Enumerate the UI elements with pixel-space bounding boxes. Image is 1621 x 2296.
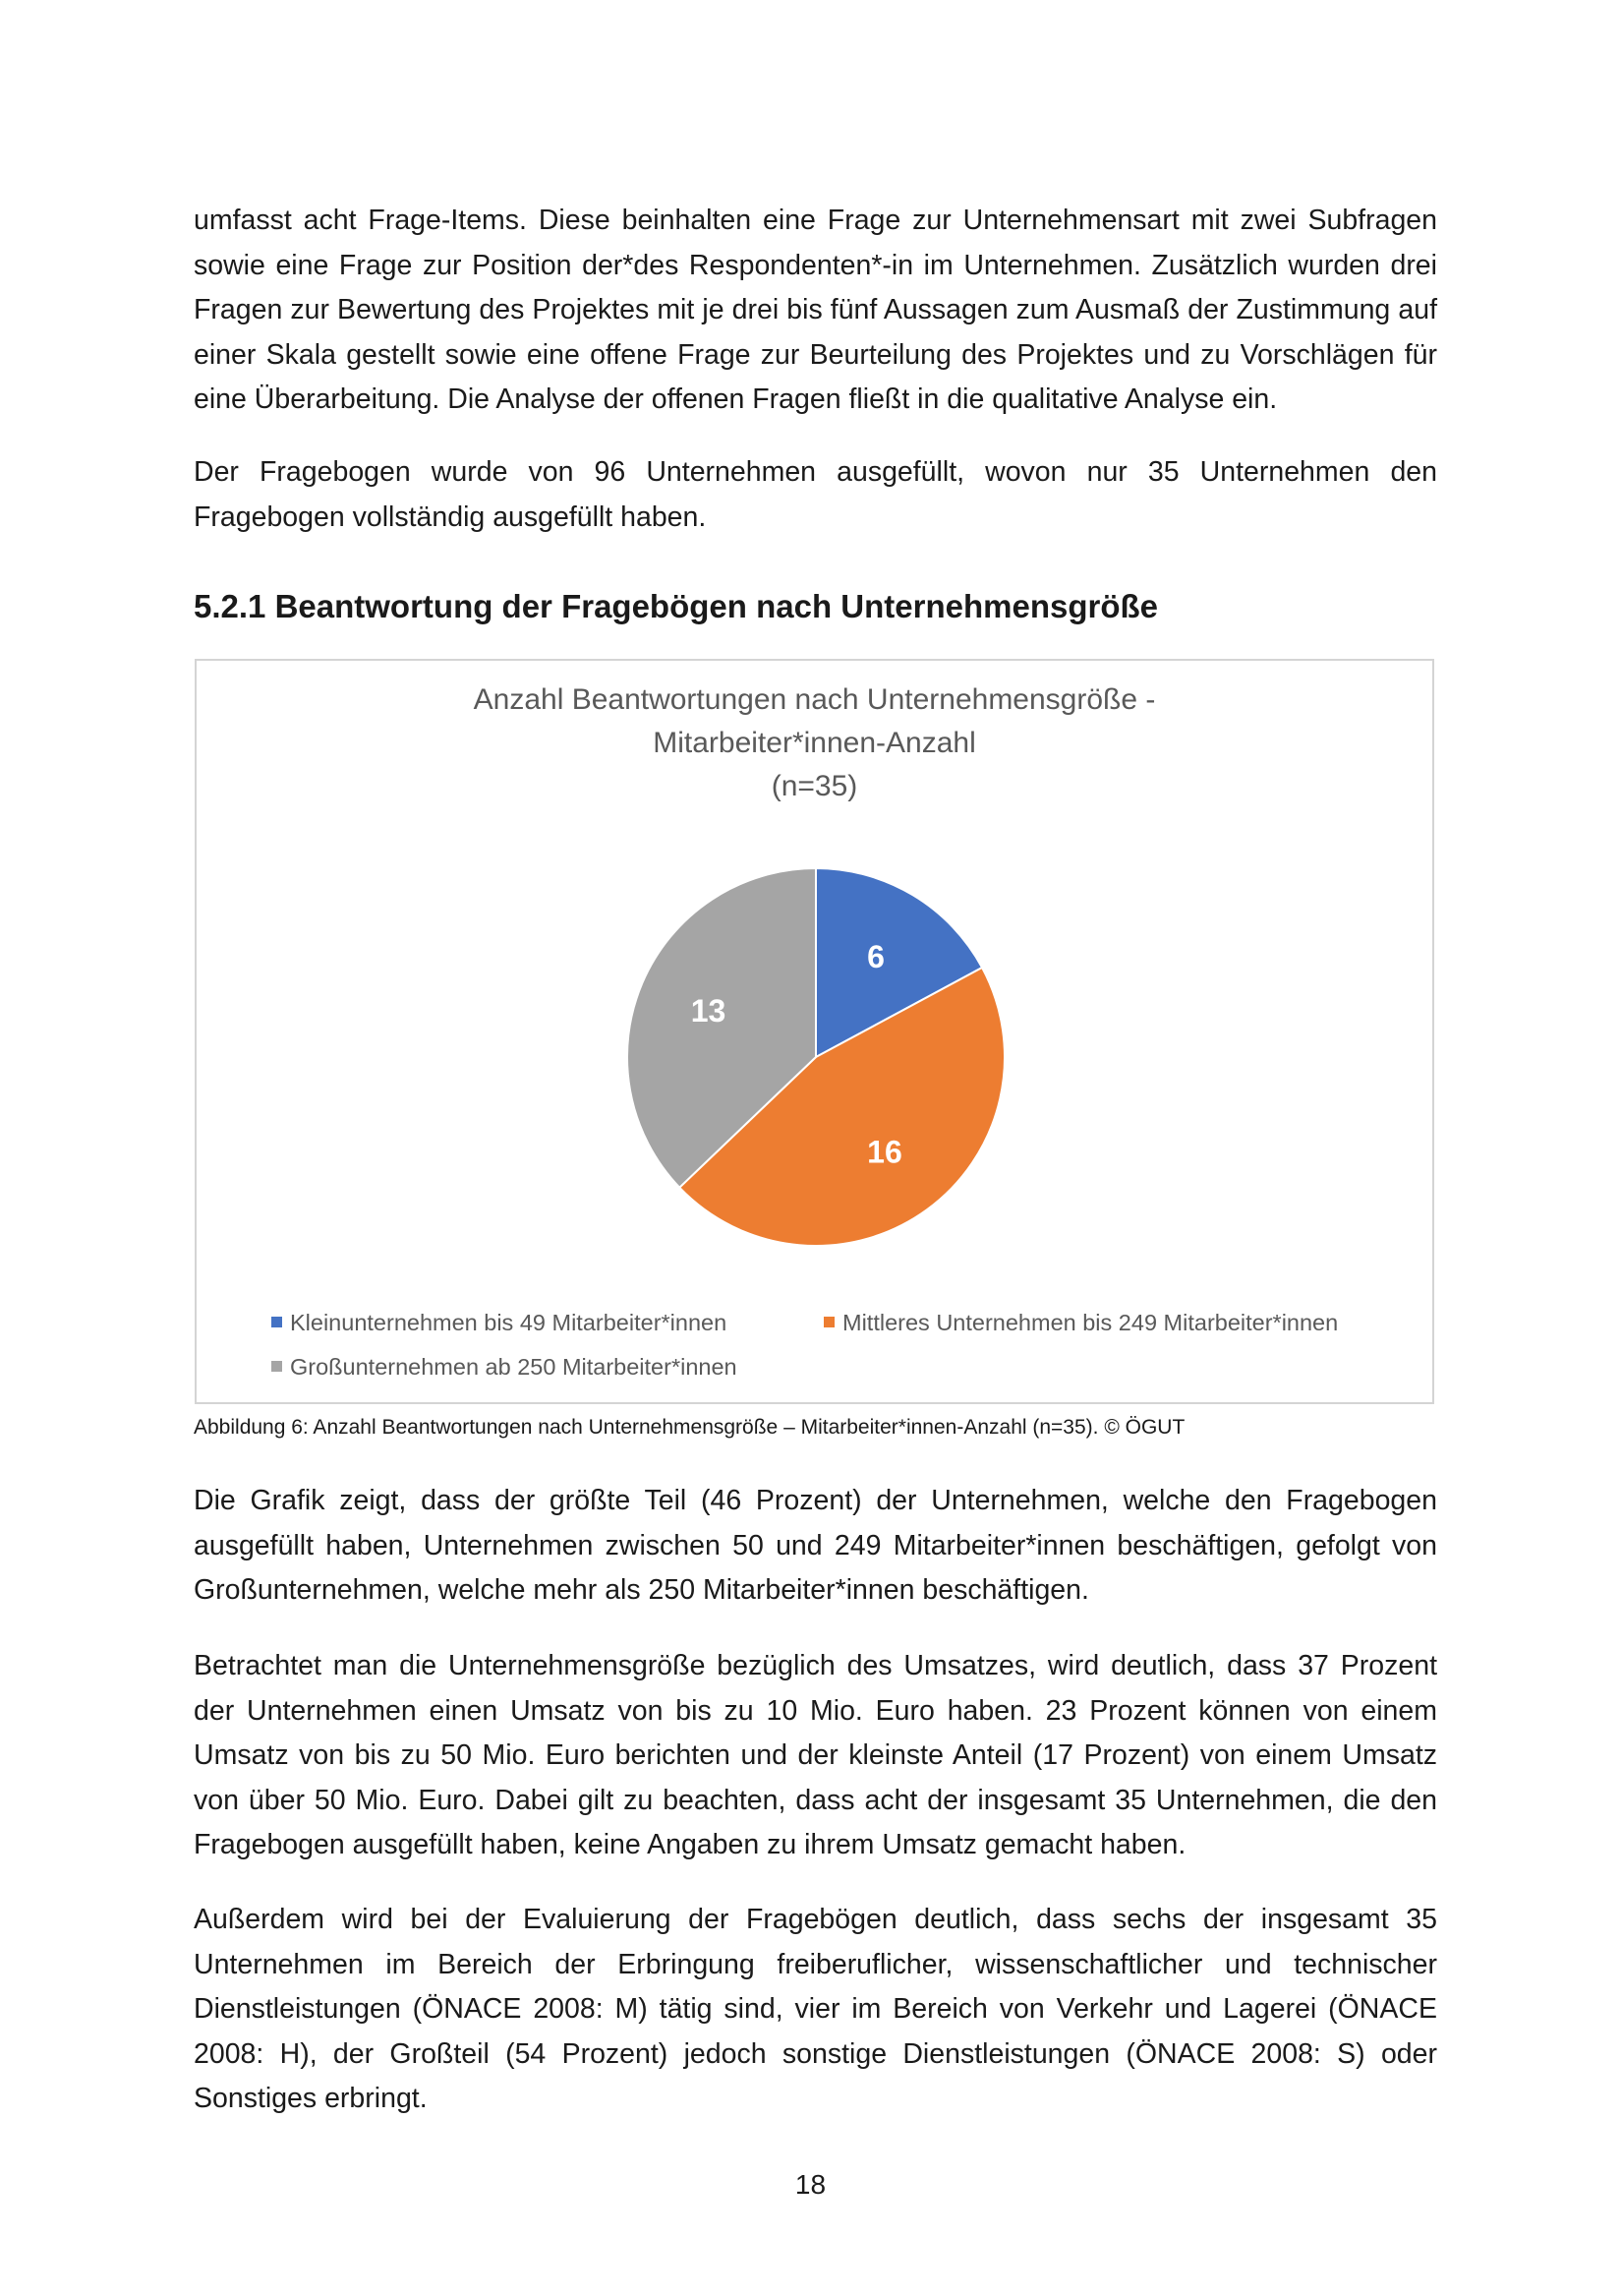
- pie-label-medium: 16: [867, 1134, 902, 1170]
- chart-title-line-2: Mitarbeiter*innen-Anzahl: [653, 727, 976, 759]
- graphic-paragraph: Die Grafik zeigt, dass der größte Teil (46 Prozent) der Unternehmen, welche den Fragebogen ausgefüllt haben, Unternehmen zwischen 50 und 249 Mitarbeiter*innen beschäftigen, gefolgt von Großunternehmen, welche mehr als 250 Mitarbeiter*innen beschäftigen.: [194, 1485, 1437, 1606]
- legend-label-medium: Mittleres Unternehmen bis 249 Mitarbeiter*innen: [842, 1310, 1339, 1335]
- legend-label-large: Großunternehmen ab 250 Mitarbeiter*innen: [290, 1354, 737, 1380]
- chart-title-line-3: (n=35): [771, 770, 858, 802]
- pie-chart: [197, 661, 1432, 1402]
- legend-item-large: [271, 1354, 737, 1381]
- legend-item-small: [271, 1310, 726, 1336]
- sector-paragraph: Außerdem wird bei der Evaluierung der Fragebögen deutlich, dass sechs der insgesamt 35 Unternehmen im Bereich der Erbringung freiberuflicher, wissenschaftlicher und technischer Dienstleistungen (ÖNACE 2008: M) tätig sind, vier im Bereich von Verkehr und Lagerei (ÖNACE 2008: H), der Großteil (54 Prozent) jedoch sonstige Dienstleistungen (ÖNACE 2008: S) oder Sonstiges erbringt.: [194, 1904, 1437, 2114]
- intro-paragraph: umfasst acht Frage-Items. Diese beinhalten eine Frage zur Unternehmensart mit zwei Subfragen sowie eine Frage zur Position der*des Respondenten*-in im Unternehmen. Zusätzlich wurden drei Fragen zur Bewertung des Projektes mit je drei bis fünf Aussagen zum Ausmaß der Zustimmung auf einer Skala gestellt sowie eine offene Frage zur Beurteilung des Projektes und zu Vorschlägen für eine Überarbeitung. Die Analyse der offenen Fragen fließt in die qualitative Analyse ein.: [194, 205, 1437, 415]
- legend-swatch-medium: [824, 1317, 835, 1327]
- figure-caption: Abbildung 6: Anzahl Beantwortungen nach Unternehmensgröße – Mitarbeiter*innen-Anzahl (n=35). © ÖGUT: [194, 1416, 1186, 1439]
- legend-label-small: Kleinunternehmen bis 49 Mitarbeiter*innen: [290, 1310, 727, 1335]
- legend-swatch-large: [271, 1361, 282, 1372]
- section-heading: 5.2.1 Beantwortung der Fragebögen nach Unternehmensgröße: [194, 588, 1158, 624]
- chart-figure: [195, 659, 1434, 1404]
- count-paragraph: Der Fragebogen wurde von 96 Unternehmen ausgefüllt, wovon nur 35 Unternehmen den Fragebogen vollständig ausgefüllt haben.: [194, 456, 1437, 533]
- legend-item-medium: [824, 1310, 1338, 1336]
- pie-label-large: 13: [690, 993, 726, 1030]
- pie-label-small: 6: [867, 938, 885, 974]
- legend-swatch-small: [271, 1317, 282, 1327]
- revenue-paragraph: Betrachtet man die Unternehmensgröße bezüglich des Umsatzes, wird deutlich, dass 37 Prozent der Unternehmen einen Umsatz von bis zu 10 Mio. Euro haben. 23 Prozent können von einem Umsatz von bis zu 50 Mio. Euro berichten und der kleinste Anteil (17 Prozent) von einem Umsatz von über 50 Mio. Euro. Dabei gilt zu beachten, dass acht der insgesamt 35 Unternehmen, die den Fragebogen ausgefüllt haben, keine Angaben zu ihrem Umsatz gemacht haben.: [194, 1650, 1437, 1860]
- page-number: 18: [794, 2169, 827, 2200]
- chart-title-line-1: Anzahl Beantwortungen nach Unternehmensgröße -: [473, 683, 1156, 716]
